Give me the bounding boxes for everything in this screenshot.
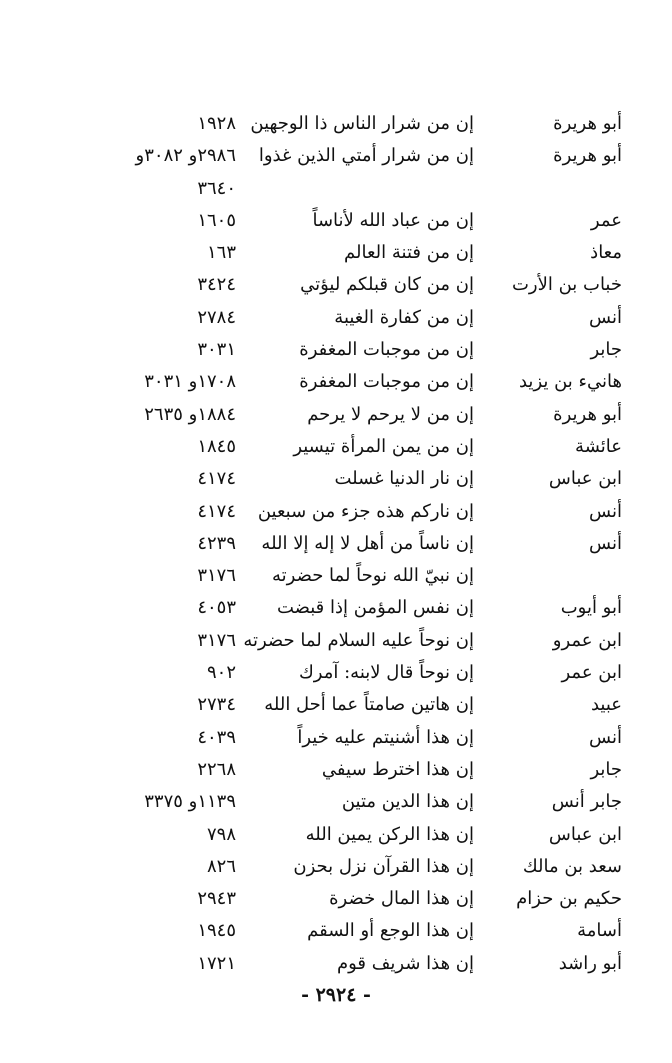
- narrator: أبو راشد: [558, 952, 622, 974]
- reference-numbers: ٤١٧٤: [197, 468, 236, 490]
- hadith-text: إن هذا الركن يمين الله: [305, 823, 474, 845]
- reference-numbers: ٣١٧٦: [197, 565, 236, 587]
- narrator: أبو هريرة: [553, 403, 622, 425]
- hadith-text: إن ناساً من أهل لا إله إلا الله: [261, 532, 474, 554]
- reference-numbers: ٢٩٤٣: [197, 888, 236, 910]
- hadith-text: إن نوحاً قال لابنه: آمرك: [298, 662, 474, 684]
- hadith-text: إن هذا أشنيتم عليه خيراً: [297, 726, 474, 748]
- reference-numbers: ١٩٢٨: [197, 113, 236, 134]
- reference-numbers: ١٧٢١: [197, 952, 236, 974]
- index-row: [0, 915, 672, 947]
- hadith-index-table: [0, 108, 672, 980]
- hadith-text: إن هذا شريف قوم: [336, 952, 474, 974]
- hadith-text: إن من كان قبلكم ليؤتي: [300, 274, 474, 296]
- index-row: [0, 625, 672, 657]
- reference-numbers: ٣٤٢٤: [197, 274, 236, 296]
- hadith-text: إن من كفارة الغيبة: [334, 306, 474, 328]
- narrator: معاذ: [590, 242, 622, 264]
- reference-numbers: ٧٩٨: [206, 823, 236, 845]
- index-row: [0, 205, 672, 237]
- narrator: هانيء بن يزيد: [518, 371, 622, 393]
- reference-numbers: ٣١٧٦: [197, 629, 236, 651]
- hadith-text: إن نبيّ الله نوحاً لما حضرته: [272, 565, 474, 587]
- narrator: خباب بن الأرت: [511, 274, 622, 296]
- reference-numbers: ٢٢٦٨: [197, 758, 236, 780]
- hadith-text: إن من يمن المرأة تيسير: [293, 435, 474, 457]
- hadith-text: إن نوحاً عليه السلام لما حضرته: [243, 629, 474, 651]
- narrator: عمر: [590, 209, 622, 231]
- reference-numbers: ٣٠٣١: [197, 339, 236, 361]
- index-row: [0, 431, 672, 463]
- reference-numbers: ١١٣٩و ٣٣٧٥: [144, 791, 236, 813]
- reference-numbers: ٣٦٤٠: [197, 177, 236, 199]
- reference-numbers: ١٧٠٨و ٣٠٣١: [144, 371, 236, 393]
- narrator: أبو أيوب: [560, 597, 622, 619]
- narrator: أنس: [589, 532, 622, 554]
- reference-numbers: ٤١٧٤: [197, 500, 236, 522]
- hadith-text: إن من عباد الله لأناساً: [312, 209, 474, 231]
- index-row: [0, 237, 672, 269]
- reference-numbers: ٨٢٦: [206, 855, 236, 877]
- hadith-text: إن من لا يرحم لا يرحم: [307, 403, 474, 425]
- hadith-text: إن نار الدنيا غسلت: [334, 468, 474, 490]
- index-row: [0, 173, 672, 205]
- hadith-text: إن هذا الوجع أو السقم: [307, 920, 474, 942]
- hadith-text: إن من فتنة العالم: [344, 242, 474, 264]
- hadith-text: إن هذا اخترط سيفي: [321, 758, 474, 780]
- index-row: [0, 657, 672, 689]
- index-row: [0, 399, 672, 431]
- narrator: أنس: [589, 726, 622, 748]
- index-row: [0, 592, 672, 624]
- reference-numbers: ١٦٠٥: [197, 209, 236, 231]
- narrator: عبيد: [590, 694, 622, 716]
- reference-numbers: ١٩٤٥: [197, 920, 236, 942]
- index-row: [0, 269, 672, 301]
- index-row: [0, 496, 672, 528]
- narrator: ابن عمر: [561, 662, 622, 684]
- index-row: [0, 334, 672, 366]
- index-row: [0, 140, 672, 172]
- reference-numbers: ٤٢٣٩: [197, 532, 236, 554]
- reference-numbers: ٤٠٣٩: [197, 726, 236, 748]
- hadith-text: إن من شرار الناس ذا الوجهين: [250, 113, 474, 134]
- hadith-text: إن ناركم هذه جزء من سبعين: [257, 500, 474, 522]
- narrator: ابن عباس: [548, 823, 622, 845]
- hadith-text: إن من موجبات المغفرة: [299, 339, 474, 361]
- narrator: أبو هريرة: [553, 113, 622, 134]
- reference-numbers: ١٨٨٤و ٢٦٣٥: [144, 403, 236, 425]
- hadith-text: إن هذا الدين متين: [341, 791, 474, 813]
- reference-numbers: ٢٧٣٤: [197, 694, 236, 716]
- reference-numbers: ٢٧٨٤: [197, 306, 236, 328]
- index-row: [0, 786, 672, 818]
- index-row: [0, 689, 672, 721]
- narrator: جابر: [590, 339, 622, 361]
- index-row: [0, 108, 672, 140]
- index-row: [0, 528, 672, 560]
- reference-numbers: ١٦٣: [206, 242, 236, 264]
- page-number: - ٢٩٢٤ -: [301, 984, 371, 1006]
- index-row: [0, 754, 672, 786]
- narrator: أسامة: [577, 920, 622, 942]
- narrator: أبو هريرة: [553, 145, 622, 167]
- narrator: ابن عباس: [548, 468, 622, 490]
- reference-numbers: ٤٠٥٣: [197, 597, 236, 619]
- reference-numbers: ١٨٤٥: [197, 435, 236, 457]
- hadith-text: إن من شرار أمتي الذين غذوا: [258, 145, 474, 167]
- narrator: ابن عمرو: [552, 629, 622, 651]
- index-row: [0, 948, 672, 980]
- index-row: [0, 722, 672, 754]
- narrator: جابر أنس: [551, 791, 622, 813]
- narrator: حكيم بن حزام: [516, 888, 622, 910]
- narrator: سعد بن مالك: [522, 855, 622, 877]
- narrator: أنس: [589, 306, 622, 328]
- hadith-text: إن نفس المؤمن إذا قبضت: [276, 597, 474, 619]
- index-row: [0, 819, 672, 851]
- hadith-text: إن هذا القرآن نزل بحزن: [293, 855, 474, 877]
- hadith-text: إن هذا المال خضرة: [329, 888, 474, 910]
- reference-numbers: ٩٠٢: [206, 662, 236, 684]
- index-row: [0, 883, 672, 915]
- reference-numbers: ٢٩٨٦و ٣٠٨٢و: [135, 145, 236, 167]
- index-row: [0, 851, 672, 883]
- index-row: [0, 463, 672, 495]
- index-row: [0, 560, 672, 592]
- index-row: [0, 302, 672, 334]
- index-row: [0, 366, 672, 398]
- narrator: عائشة: [575, 435, 622, 457]
- narrator: جابر: [590, 758, 622, 780]
- hadith-text: إن هاتين صامتاً عما أحل الله: [264, 694, 474, 716]
- hadith-text: إن من موجبات المغفرة: [299, 371, 474, 393]
- narrator: أنس: [589, 500, 622, 522]
